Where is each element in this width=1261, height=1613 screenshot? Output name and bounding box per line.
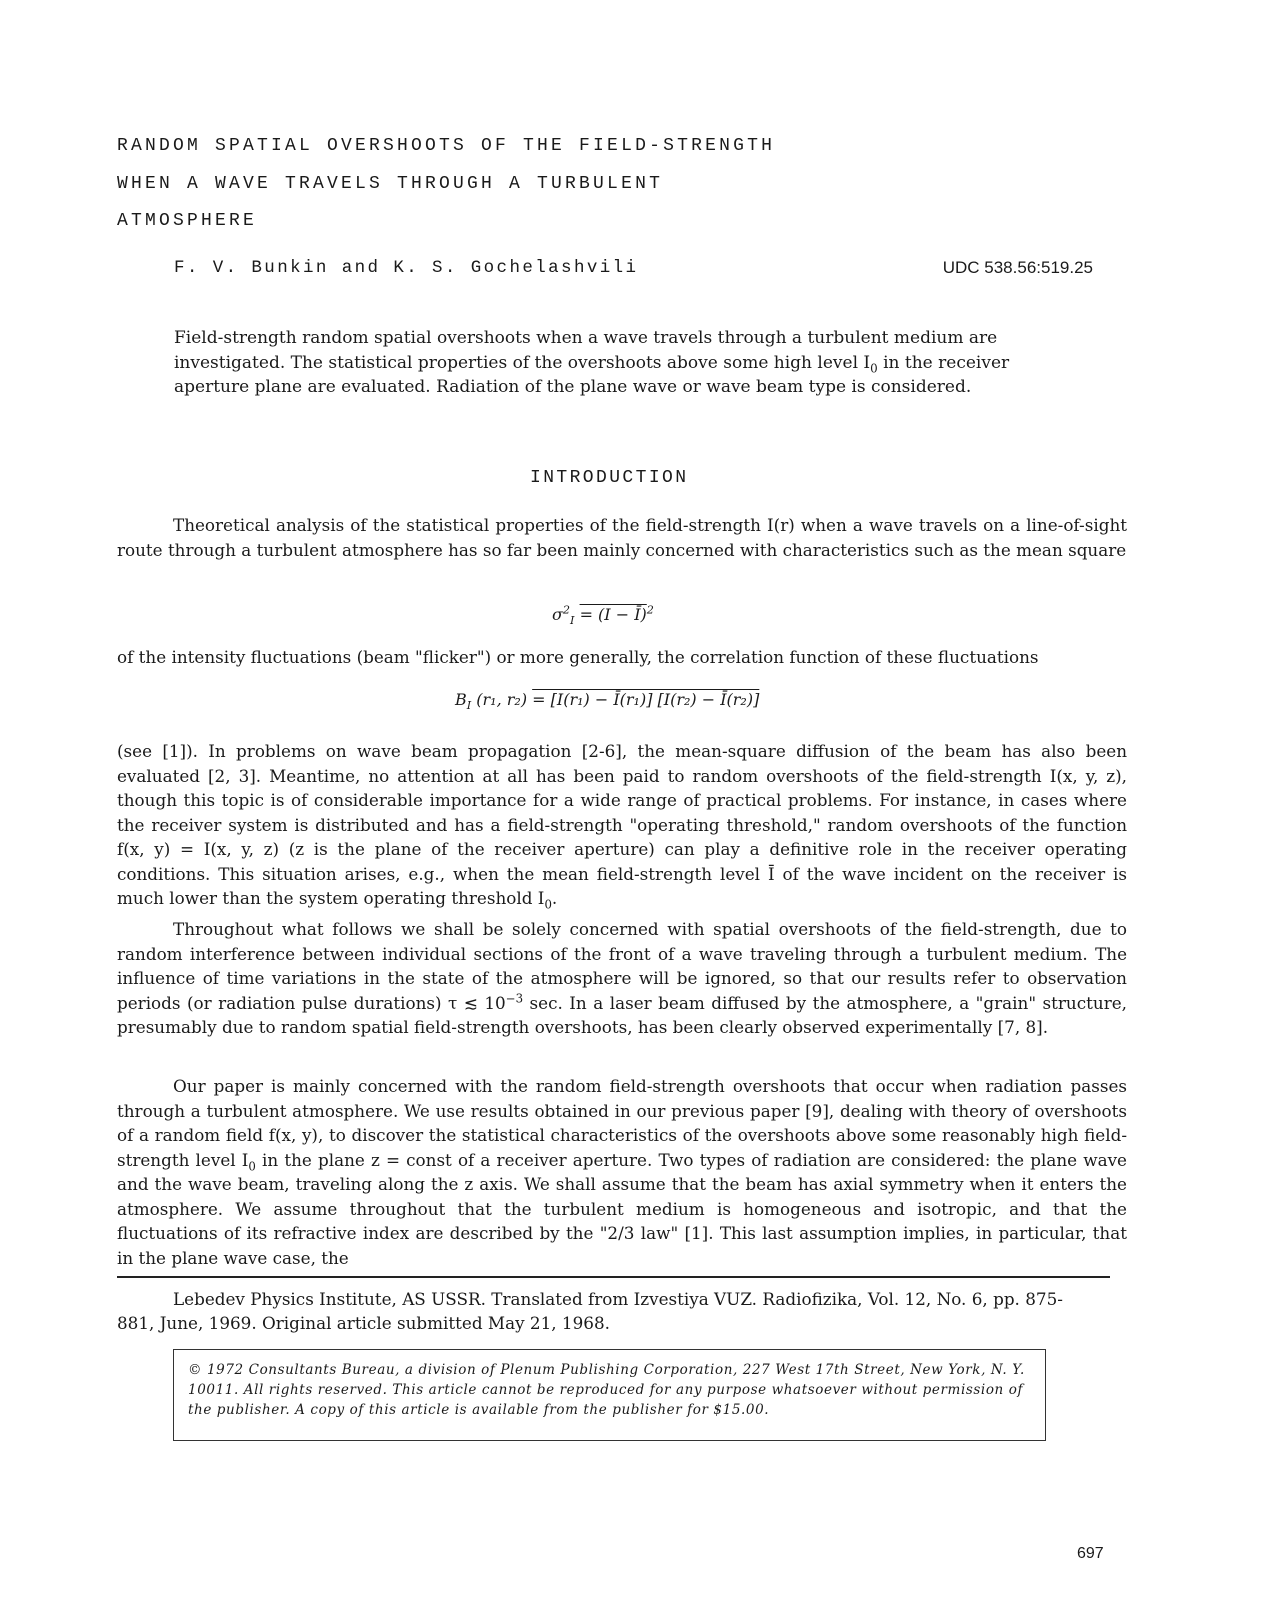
abstract: Field-strength random spatial overshoots when a wave travels through a turbulent medium are investigated. The statistical properties of the overshoots above some high level $I_0$ in the receiver aperture plane are evaluated. Radiation of the plane wave or wave beam type is considered. — [174, 328, 1010, 397]
udc-code: UDC 538.56:519.25 — [942, 258, 1093, 277]
paper-title-line-3: ATMOSPHERE — [117, 211, 258, 231]
intro-paragraph-3: Throughout what follows we shall be solely concerned with spatial overshoots of the field-strength, due to random interference between individual sections of the front of a wave traveling through a turbulent medium. The influence of time variations in the state of the atmosphere will be ignored, so that our results refer to observation periods (or radiation pulse durations) τ ≲ $10^{-3}$ sec. In a laser beam diffused by the atmosphere, a "grain" structure, presumably due to random spatial field-strength overshoots, has been clearly observed experimentally [7, 8]. — [117, 919, 1127, 1037]
authors: F. V. Bunkin and K. S. Gochelashvili — [174, 258, 639, 278]
copyright-box — [173, 1349, 1046, 1441]
intro-paragraph-4: Our paper is mainly concerned with the random field-strength overshoots that occur when radiation passes through a turbulent atmosphere. We use results obtained in our previous paper [9], dealing with theory of overshoots of a random field f(x, y), to discover the statistical characteristics of the overshoots above some reasonably high field-strength level $I_0$ in the plane z = const of a receiver aperture. Two types of radiation are considered: the plane wave and the wave beam, traveling along the z axis. We shall assume that the beam has axial symmetry when it enters the atmosphere. We assume throughout that the turbulent medium is homogeneous and isotropic, and that the fluctuations of its refractive index are described by the "2/3 law" [1]. This last assumption implies, in particular, that in the plane wave case, the — [117, 1076, 1127, 1268]
footnote-divider — [117, 1276, 1110, 1278]
intro-paragraph-1: Theoretical analysis of the statistical properties of the field-strength I(r) when a wave travels on a line-of-sight route through a turbulent atmosphere has so far been mainly concerned with characteristics such as the mean square — [117, 515, 1127, 560]
intro-paragraph-1b: of the intensity fluctuations (beam "flicker") or more generally, the correlation function of these fluctuations — [117, 647, 1039, 667]
intro-paragraph-2: (see [1]). In problems on wave beam propagation [2-6], the mean-square diffusion of the beam has also been evaluated [2, 3]. Meantime, no attention at all has been paid to random overshoots of the field-strength I(x, y, z), though this topic is of considerable importance for a wide range of practical problems. For instance, in cases where the receiver system is distributed and has a field-strength "operating threshold," random overshoots of the function f(x, y) = I(x, y, z) (z is the plane of the receiver aperture) can play a definitive role in the receiver operating conditions. This situation arises, e.g., when the mean field-strength level Ī of the wave incident on the receiver is much lower than the system operating threshold $I_0$. — [117, 741, 1127, 912]
page-number: 697 — [1077, 1545, 1104, 1562]
copyright-text: © 1972 Consultants Bureau, a division of Plenum Publishing Corporation, 227 West 17th Street, New York, N. Y. 10011. All rights reserved. This article cannot be reproduced for any purpose whatsoever without permission of the publisher. A copy of this article is available from the publisher for $15.00. — [188, 1362, 1025, 1418]
equation-variance: $\sigma^2_I = (I$ − Ī)$^2$ — [552, 603, 654, 628]
paper-title-line-1: RANDOM SPATIAL OVERSHOOTS OF THE FIELD-STRENGTH — [117, 136, 776, 156]
paper-title-line-2: WHEN A WAVE TRAVELS THROUGH A TURBULENT — [117, 174, 664, 194]
section-heading: INTRODUCTION — [530, 468, 689, 488]
equation-correlation: $B_I$ (r₁, r₂) = [I(r₁) − Ī(r₁)] [I(r₂) − Ī(r₂)] — [455, 690, 760, 713]
footnote: Lebedev Physics Institute, AS USSR. Translated from Izvestiya VUZ. Radiofizika, Vol. 12, No. 6, pp. 875-881, June, 1969. Original article submitted May 21, 1968. — [117, 1289, 1063, 1333]
